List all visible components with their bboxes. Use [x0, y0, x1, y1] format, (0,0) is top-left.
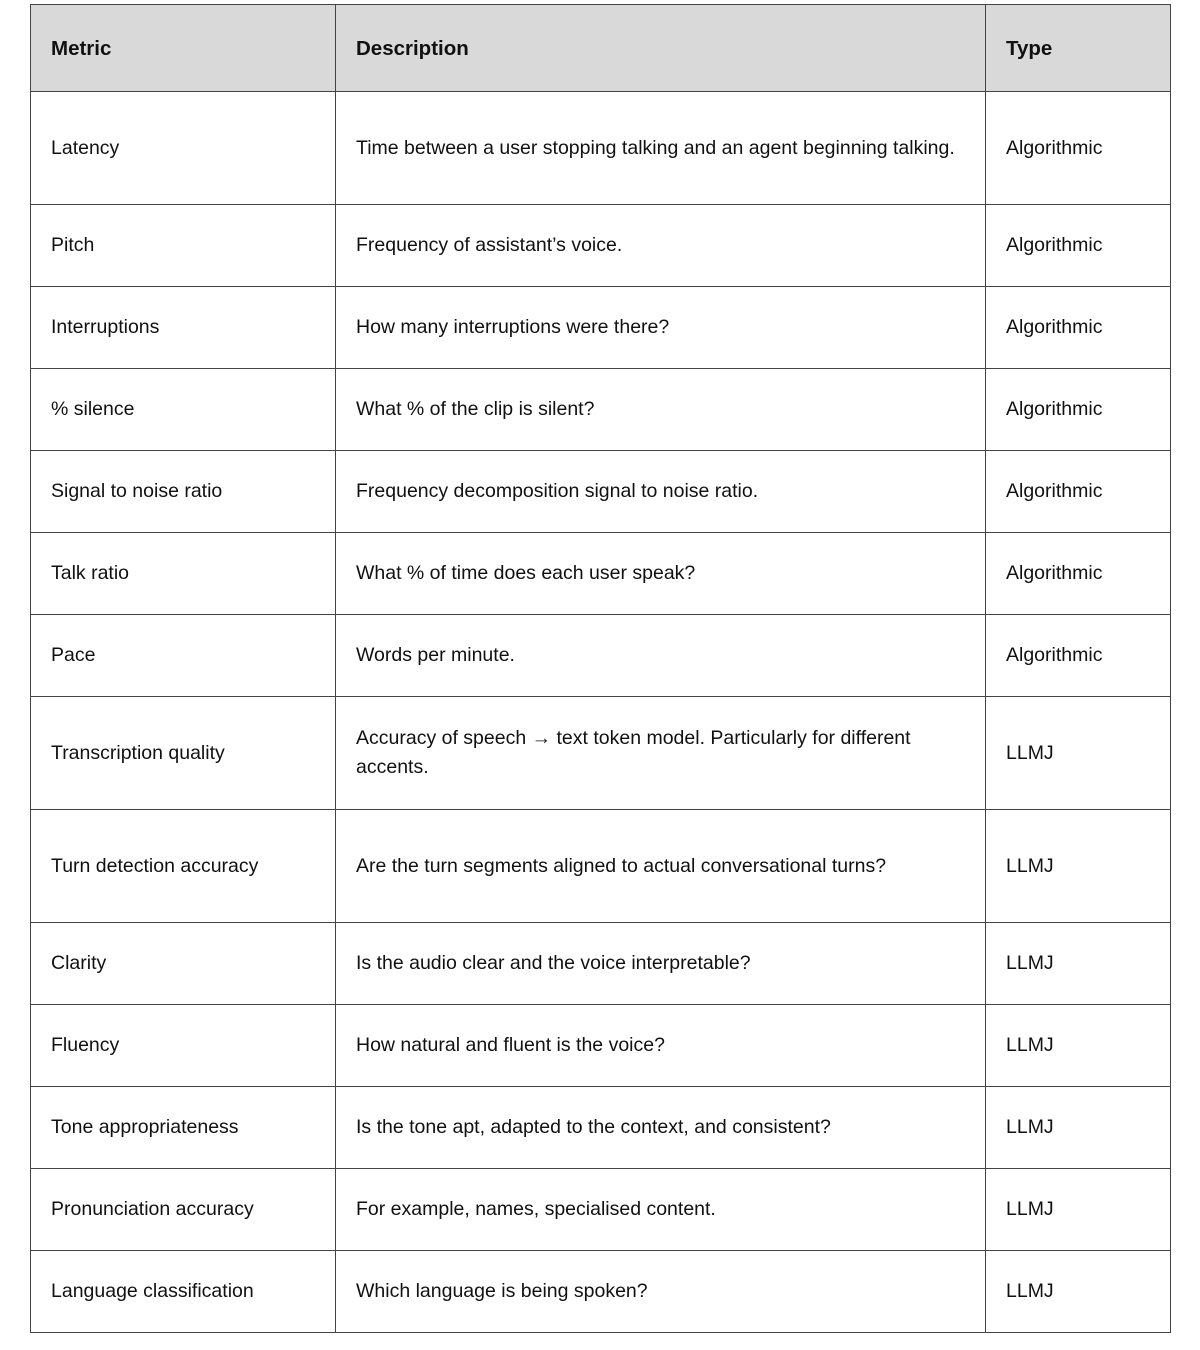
metric-cell: Turn detection accuracy [31, 810, 336, 923]
description-cell: How natural and fluent is the voice? [336, 1005, 986, 1087]
metrics-table [30, 4, 1171, 1333]
table-row [31, 369, 1171, 451]
header-description: Description [336, 5, 986, 92]
table-row [31, 810, 1171, 923]
metric-cell: Interruptions [31, 287, 336, 369]
description-cell: Time between a user stopping talking and an agent beginning talking. [336, 92, 986, 205]
metric-cell: Language classification [31, 1251, 336, 1333]
description-cell: Are the turn segments aligned to actual conversational turns? [336, 810, 986, 923]
type-cell: Algorithmic [986, 205, 1171, 287]
table-header-row [31, 5, 1171, 92]
metric-cell: Pace [31, 615, 336, 697]
table-row [31, 1005, 1171, 1087]
table-row [31, 205, 1171, 287]
type-cell: Algorithmic [986, 92, 1171, 205]
metric-cell: Latency [31, 92, 336, 205]
table-row [31, 697, 1171, 810]
type-cell: LLMJ [986, 1169, 1171, 1251]
type-cell: LLMJ [986, 923, 1171, 1005]
table-row [31, 1087, 1171, 1169]
description-cell: What % of the clip is silent? [336, 369, 986, 451]
metric-cell: Talk ratio [31, 533, 336, 615]
description-cell: Accuracy of speech → text token model. Particularly for different accents. [336, 697, 986, 810]
description-cell: Is the audio clear and the voice interpretable? [336, 923, 986, 1005]
description-cell: For example, names, specialised content. [336, 1169, 986, 1251]
metric-cell: % silence [31, 369, 336, 451]
description-cell: Which language is being spoken? [336, 1251, 986, 1333]
metric-cell: Pronunciation accuracy [31, 1169, 336, 1251]
type-cell: LLMJ [986, 1087, 1171, 1169]
description-cell: What % of time does each user speak? [336, 533, 986, 615]
description-cell: Words per minute. [336, 615, 986, 697]
description-cell: Frequency of assistant’s voice. [336, 205, 986, 287]
table-row [31, 1251, 1171, 1333]
type-cell: Algorithmic [986, 615, 1171, 697]
table-row [31, 451, 1171, 533]
metric-cell: Fluency [31, 1005, 336, 1087]
type-cell: Algorithmic [986, 451, 1171, 533]
type-cell: Algorithmic [986, 533, 1171, 615]
metric-cell: Clarity [31, 923, 336, 1005]
header-type: Type [986, 5, 1171, 92]
description-cell: Frequency decomposition signal to noise ratio. [336, 451, 986, 533]
type-cell: LLMJ [986, 1251, 1171, 1333]
table-row [31, 923, 1171, 1005]
type-cell: Algorithmic [986, 369, 1171, 451]
type-cell: LLMJ [986, 810, 1171, 923]
type-cell: Algorithmic [986, 287, 1171, 369]
description-cell: Is the tone apt, adapted to the context, and consistent? [336, 1087, 986, 1169]
type-cell: LLMJ [986, 1005, 1171, 1087]
table-row [31, 92, 1171, 205]
type-cell: LLMJ [986, 697, 1171, 810]
metric-cell: Pitch [31, 205, 336, 287]
metric-cell: Transcription quality [31, 697, 336, 810]
description-cell: How many interruptions were there? [336, 287, 986, 369]
metric-cell: Tone appropriateness [31, 1087, 336, 1169]
table-row [31, 533, 1171, 615]
table-row [31, 615, 1171, 697]
table-row [31, 1169, 1171, 1251]
metric-cell: Signal to noise ratio [31, 451, 336, 533]
header-metric: Metric [31, 5, 336, 92]
table-row [31, 287, 1171, 369]
